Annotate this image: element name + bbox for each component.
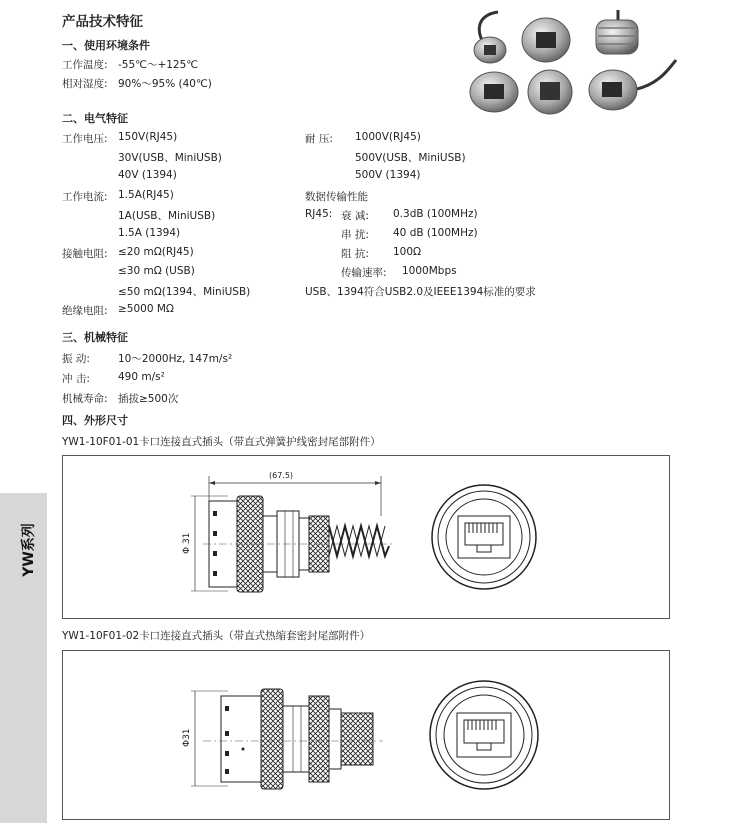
drawing1-diameter-dim: Φ 31 xyxy=(182,532,192,554)
drawing2-svg xyxy=(63,651,669,819)
temp-label: 工作温度: xyxy=(62,59,108,71)
drawing2-diameter-dim: Φ31 xyxy=(182,728,192,747)
page-title: 产品技术特征 xyxy=(62,14,143,30)
drawing1-length-dim: (67.5) xyxy=(269,471,294,480)
mech-life-label: 机械寿命: xyxy=(62,393,108,405)
contact-resistance-label: 接触电阻: xyxy=(62,248,108,260)
drawing1-front-view xyxy=(432,485,536,589)
section-heading-dims: 四、外形尺寸 xyxy=(62,414,128,427)
humidity-value: 90%～95% (40℃) xyxy=(118,78,212,90)
section-heading-elec: 二、电气特征 xyxy=(62,112,128,125)
contact-resistance-value: ≤30 mΩ (USB) xyxy=(118,265,195,277)
withstand-value: 500V (1394) xyxy=(355,169,421,181)
voltage-label: 工作电压: xyxy=(62,133,108,145)
section-heading-mech: 三、机械特征 xyxy=(62,331,128,344)
drawing1-svg xyxy=(63,456,669,618)
connector-photo-5 xyxy=(528,70,572,114)
temp-value: -55℃～+125℃ xyxy=(118,59,199,71)
voltage-value: 150V(RJ45) xyxy=(118,131,178,143)
crosstalk-label: 串 扰: xyxy=(341,229,369,241)
usb-standard-note: USB、1394符合USB2.0及IEEE1394标准的要求 xyxy=(305,286,536,298)
rj45-prefix: RJ45: xyxy=(305,208,333,220)
connector-photo-1 xyxy=(474,12,506,63)
product-photos xyxy=(468,10,678,120)
voltage-value: 30V(USB、MiniUSB) xyxy=(118,152,222,164)
attenuation-value: 0.3dB (100MHz) xyxy=(393,208,478,220)
current-value: 1A(USB、MiniUSB) xyxy=(118,210,216,222)
vibration-label: 振 动: xyxy=(62,353,90,365)
connector-photo-4 xyxy=(470,72,518,112)
drawing1-frame xyxy=(62,455,670,619)
rate-value: 1000Mbps xyxy=(402,265,457,277)
impedance-value: 100Ω xyxy=(393,246,422,258)
rate-label: 传输速率: xyxy=(341,267,387,279)
contact-resistance-value: ≤50 mΩ(1394、MiniUSB) xyxy=(118,286,251,298)
humidity-label: 相对湿度: xyxy=(62,78,108,90)
shock-label: 冲 击: xyxy=(62,373,90,385)
crosstalk-value: 40 dB (100MHz) xyxy=(393,227,478,239)
insulation-value: ≥5000 MΩ xyxy=(118,303,174,315)
vibration-value: 10～2000Hz, 147m/s² xyxy=(118,353,233,365)
connector-photo-3 xyxy=(596,10,638,54)
withstand-value: 1000V(RJ45) xyxy=(355,131,421,143)
voltage-value: 40V (1394) xyxy=(118,169,177,181)
current-value: 1.5A (1394) xyxy=(118,227,181,239)
connector-photo-2 xyxy=(522,18,570,62)
data-transfer-heading: 数据传输性能 xyxy=(305,191,368,203)
drawing2-front-view xyxy=(430,681,538,789)
withstand-label: 耐 压: xyxy=(305,133,333,145)
current-value: 1.5A(RJ45) xyxy=(118,189,174,201)
drawing1-caption: YW1-10F01-01卡口连接直式插头（带直式弹簧护线密封尾部附件） xyxy=(62,436,381,448)
section-heading-env: 一、使用环境条件 xyxy=(62,39,150,52)
contact-resistance-value: ≤20 mΩ(RJ45) xyxy=(118,246,194,258)
mech-life-value: 插拔≥500次 xyxy=(118,393,179,405)
impedance-label: 阻 抗: xyxy=(341,248,369,260)
shock-value: 490 m/s² xyxy=(118,371,165,383)
current-label: 工作电流: xyxy=(62,191,108,203)
attenuation-label: 衰 减: xyxy=(341,210,369,222)
insulation-label: 绝缘电阻: xyxy=(62,305,108,317)
connector-photo-6 xyxy=(589,60,676,110)
drawing2-frame xyxy=(62,650,670,820)
withstand-value: 500V(USB、MiniUSB) xyxy=(355,152,466,164)
drawing2-caption: YW1-10F01-02卡口连接直式插头（带直式热缩套密封尾部附件） xyxy=(62,630,371,642)
series-sidebar-label: YW系列 xyxy=(21,523,37,577)
